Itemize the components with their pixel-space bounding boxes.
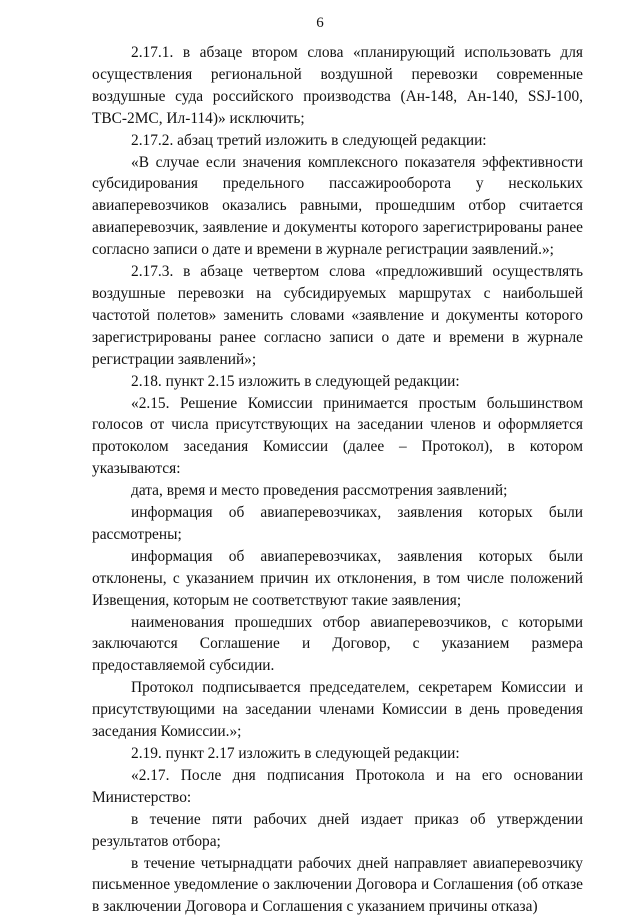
paragraph-rejected-carriers: информация об авиаперевозчиках, заявления которых были отклонены, с указанием причин их отклонения, в том числе положений Извещения, которым не соответствуют такие заявления; (92, 547, 583, 609)
paragraph-five-days-order: в течение пяти рабочих дней издает приказ об утверждении результатов отбора; (92, 810, 583, 850)
paragraph-2-17-ministry: «2.17. После дня подписания Протокола и на его основании Министерство: (92, 766, 583, 806)
paragraph-quote-equal-values: «В случае если значения комплексного показателя эффективности субсидирования предельного пассажирооборота у нескольких авиаперевозчиков оказались равными, прошедшим отбор считается авиаперевозчик, заявление и документы которого зарегистрированы ранее согласно записи о дате и времени в журнале регистрации заявлений.»; (92, 153, 583, 259)
paragraph-2-18: 2.18. пункт 2.15 изложить в следующей редакции: (131, 372, 460, 390)
paragraph-2-15-decision: «2.15. Решение Комиссии принимается простым большинством голосов от числа присутствующих на заседании членов и оформляется протоколом заседания Комиссии (далее – Протокол), в котором указываются: (92, 394, 583, 478)
paragraph-2-17-3: 2.17.3. в абзаце четвертом слова «предложивший осуществлять воздушные перевозки на субсидируемых маршрутах с наибольшей частотой полетов» заменить словами «заявление и документы которого зарегистрированы ранее согласно записи о дате и времени в журнале регистрации заявлений»; (92, 263, 583, 368)
document-body (92, 42, 583, 918)
paragraph-date-time-place: дата, время и место проведения рассмотрения заявлений; (131, 482, 508, 500)
paragraph-2-17-1: 2.17.1. в абзаце втором слова «планирующий использовать для осуществления региональной воздушной перевозки современные воздушные суда российского производства (Ан-148, Ан-140, SSJ-100, ТВС-2МС, Ил-114)» исключить; (92, 44, 583, 127)
paragraph-protocol-signing: Протокол подписывается председателем, секретарем Комиссии и присутствующими на заседании членами Комиссии в день проведения заседания Комиссии.»; (92, 679, 583, 741)
paragraph-reviewed-carriers: информация об авиаперевозчиках, заявления которых были рассмотрены; (92, 504, 583, 543)
paragraph-2-17-2: 2.17.2. абзац третий изложить в следующей редакции: (131, 131, 487, 149)
paragraph-fourteen-days-notice: в течение четырнадцати рабочих дней направляет авиаперевозчику письменное уведомление о заключении Договора и Соглашения (об отказе в заключении Договора и Соглашения с указанием причины отказа) (92, 854, 583, 916)
paragraph-2-19: 2.19. пункт 2.17 изложить в следующей редакции: (131, 745, 460, 762)
page-number: 6 (316, 15, 324, 31)
paragraph-selected-carriers: наименования прошедших отбор авиаперевозчиков, с которыми заключаются Соглашение и Договор, с указанием размера предоставляемой субсидии. (92, 613, 583, 675)
